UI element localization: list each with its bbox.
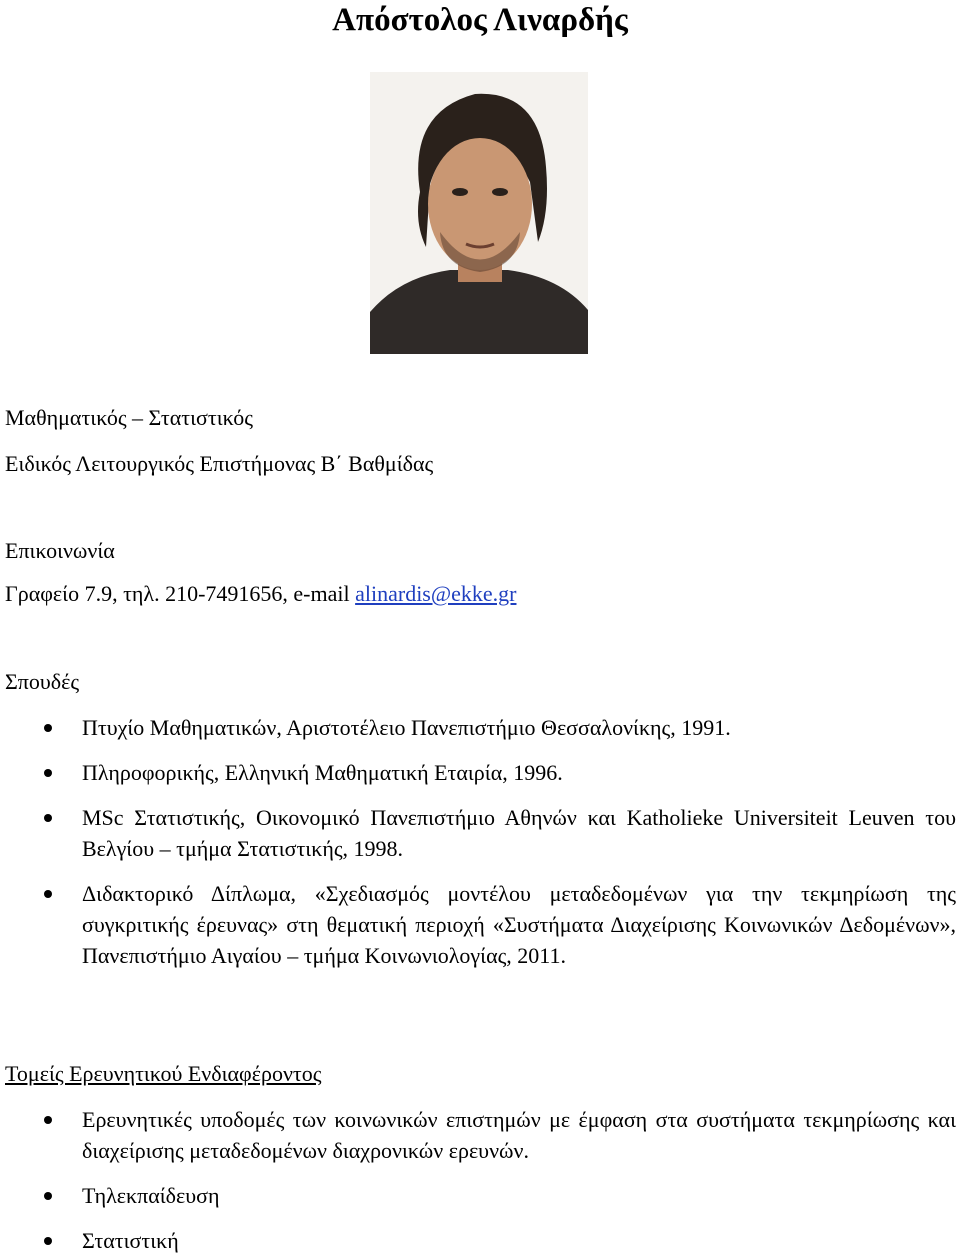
photo-left-eye [452, 188, 468, 196]
bullet-icon [44, 1116, 52, 1124]
bullet-icon [44, 769, 52, 777]
page-title: Απόστολος Λιναρδής [332, 2, 628, 38]
list-item [0, 757, 960, 788]
bullet-icon [44, 890, 52, 898]
portrait-illustration [370, 72, 588, 354]
portrait-photo [370, 72, 588, 354]
bullet-icon [44, 1237, 52, 1245]
position-rank: Ειδικός Λειτουργικός Επιστήμονας Β΄ Βαθμίδας [5, 451, 434, 476]
list-item-text: MSc Στατιστικής, Οικονομικό Πανεπιστήμιο Αθηνών και Katholieke Universiteit Leuven του Βελγίου – τμήμα Στατιστικής, 1998. [82, 805, 956, 861]
list-item [0, 802, 960, 864]
list-item [0, 878, 960, 971]
office-phone-text: Γραφείο 7.9, τηλ. 210-7491656, e-mail [5, 581, 356, 606]
list-item-text: Ερευνητικές υποδομές των κοινωνικών επιστημών με έμφαση στα συστήματα τεκμηρίωσης και διαχείρισης μεταδεδομένων διαχρονικών ερευνών. [82, 1107, 956, 1163]
list-item-text: Πτυχίο Μαθηματικών, Αριστοτέλειο Πανεπιστήμιο Θεσσαλονίκης, 1991. [82, 715, 731, 740]
list-item-text: Διδακτορικό Δίπλωμα, «Σχεδιασμός μοντέλου μεταδεδομένων για την τεκμηρίωση της συγκριτικής έρευνας» στη θεματική περιοχή «Συστήματα Διαχείρισης Κοινωνικών Δεδομένων», Πανεπιστήμιο Αιγαίου – τμήμα Κοινωνιολογίας, 2011. [82, 881, 956, 968]
list-item [0, 1180, 960, 1211]
research-list [0, 1104, 960, 1256]
bullet-icon [44, 814, 52, 822]
bullet-icon [44, 1192, 52, 1200]
studies-heading: Σπουδές [5, 669, 80, 694]
profession: Μαθηματικός – Στατιστικός [5, 405, 253, 430]
photo-face [428, 138, 532, 270]
list-item [0, 1225, 960, 1256]
list-item [0, 712, 960, 743]
bullet-icon [44, 724, 52, 732]
list-item-text: Στατιστική [82, 1228, 179, 1253]
research-heading: Τομείς Ερευνητικού Ενδιαφέροντος [5, 1061, 322, 1086]
contact-heading: Επικοινωνία [5, 538, 115, 563]
studies-list [0, 712, 960, 971]
list-item [0, 1104, 960, 1166]
email-link[interactable]: alinardis@ekke.gr [355, 581, 517, 606]
list-item-text: Τηλεκπαίδευση [82, 1183, 220, 1208]
photo-right-eye [492, 188, 508, 196]
list-item-text: Πληροφορικής, Ελληνική Μαθηματική Εταιρία, 1996. [82, 760, 563, 785]
contact-details [5, 580, 516, 608]
